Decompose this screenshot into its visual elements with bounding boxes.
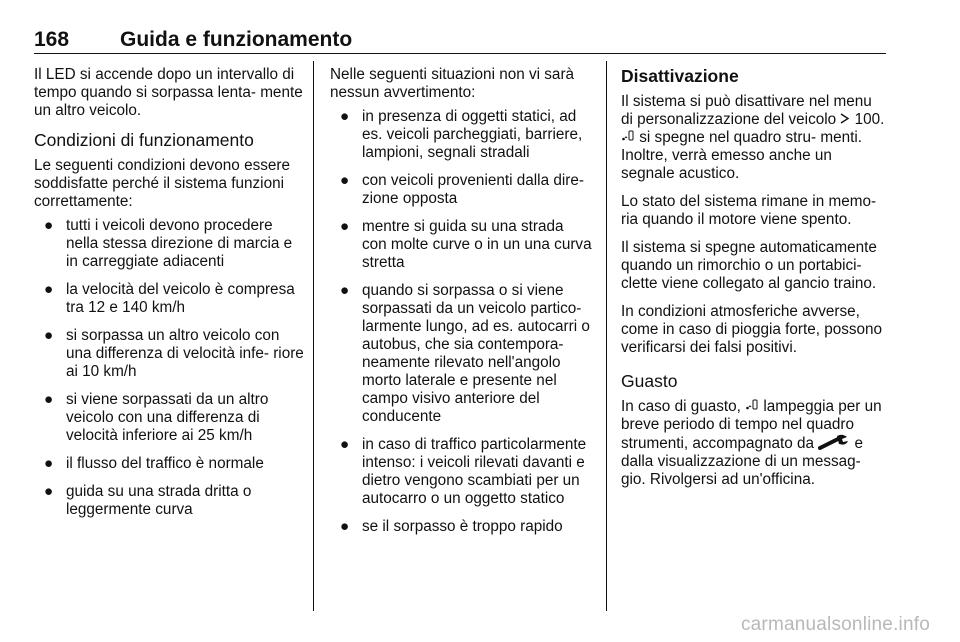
fault-paragraph: In caso di guasto, lampeggia per un breve periodo di tempo nel quadro strumenti, accompagnato da e dalla visualizzazione di un messag- gio. Rivolgersi ad un'officina.: [621, 398, 882, 488]
list-item: ● mentre si guida su una strada con molte curve o in un una curva stretta: [340, 218, 592, 271]
list-item: ● guida su una strada dritta o leggermente curva: [44, 483, 252, 518]
section-heading-conditions: Condizioni di funzionamento: [34, 130, 254, 150]
list-item: ● in caso di traffico particolarmente intenso: i veicoli rilevati davanti e dietro vengono scambiati per un autocarro o un oggetto statico: [340, 436, 587, 507]
no-warning-lead: Nelle seguenti situazioni non vi sarà nessun avvertimento:: [330, 66, 575, 101]
list-item: ● quando si sorpassa o si viene sorpassati da un veicolo partico- larmente lungo, ad es. autocarri o autobus, che sia contempora- neamente rilevato nell'angolo morto laterale e presente nel campo visivo anteriore del conducente: [340, 282, 590, 425]
bullet-icon: ●: [44, 281, 54, 298]
header-rule: [34, 53, 886, 54]
list-item: ● il flusso del traffico è normale: [44, 455, 264, 472]
list-item: ● la velocità del veicolo è compresa tra 12 e 140 km/h: [44, 281, 295, 316]
bullet-icon: ●: [44, 217, 54, 234]
watermark: carmanualsonline.info: [740, 614, 930, 635]
column-1: [34, 66, 304, 529]
intro-paragraph: Il LED si accende dopo un intervallo di tempo quando si sorpassa lenta- mente un altro veicolo.: [34, 66, 303, 119]
bullet-icon: ●: [340, 218, 350, 235]
page-reference-arrow-icon: [840, 113, 850, 124]
list-item: ● si sorpassa un altro veicolo con una differenza di velocità infe- riore ai 10 km/h: [44, 327, 304, 380]
bullet-icon: ●: [340, 108, 350, 125]
conditions-list: [34, 217, 304, 519]
list-item: ● tutti i veicoli devono procedere nella stessa direzione di marcia e in carreggiate adiacenti: [44, 217, 293, 270]
trailer-paragraph: Il sistema si spegne automaticamente quando un rimorchio o un portabici- clette viene collegato al gancio traino.: [621, 239, 877, 292]
memory-paragraph: Lo stato del sistema rimane in memo- ria quando il motore viene spento.: [621, 193, 877, 228]
side-blind-spot-alert-icon: [621, 130, 635, 142]
section-heading-fault: Guasto: [621, 371, 678, 391]
page-number: 168: [34, 28, 70, 51]
wrench-icon: [818, 434, 850, 450]
list-item: ● se il sorpasso è troppo rapido: [340, 518, 563, 535]
bullet-icon: ●: [340, 518, 350, 535]
column-3: [621, 66, 887, 499]
bullet-icon: ●: [44, 483, 54, 500]
column-divider-1: [313, 61, 314, 611]
bullet-icon: ●: [44, 391, 54, 408]
list-item: ● si viene sorpassati da un altro veicolo con una differenza di velocità inferiore ai 25 km/h: [44, 391, 269, 444]
weather-paragraph: In condizioni atmosferiche avverse, come in caso di pioggia forte, possono verificarsi dei falsi positivi.: [621, 303, 883, 356]
column-divider-2: [606, 61, 607, 611]
bullet-icon: ●: [340, 436, 350, 453]
list-item: ● con veicoli provenienti dalla dire- zione opposta: [340, 172, 584, 207]
list-item: ● in presenza di oggetti statici, ad es. veicoli parcheggiati, barriere, lampioni, segnali stradali: [340, 108, 583, 161]
side-blind-spot-alert-icon: [745, 399, 759, 411]
bullet-icon: ●: [44, 327, 54, 344]
page-header: [34, 28, 886, 52]
bullet-icon: ●: [44, 455, 54, 472]
conditions-lead: Le seguenti condizioni devono essere soddisfatte perché il sistema funzioni correttamente:: [34, 157, 290, 210]
column-2: [330, 66, 592, 546]
no-warning-list: [330, 108, 592, 536]
bullet-icon: ●: [340, 172, 350, 189]
chapter-title: Guida e funzionamento: [120, 28, 353, 51]
deactivation-paragraph: Il sistema si può disattivare nel menu di personalizzazione del veicolo 100. si spegne nel quadro stru- menti. Inoltre, verrà emesso anche un segnale acustico.: [621, 93, 885, 182]
bullet-icon: ●: [340, 282, 350, 299]
section-heading-deactivation: Disattivazione: [621, 66, 739, 86]
